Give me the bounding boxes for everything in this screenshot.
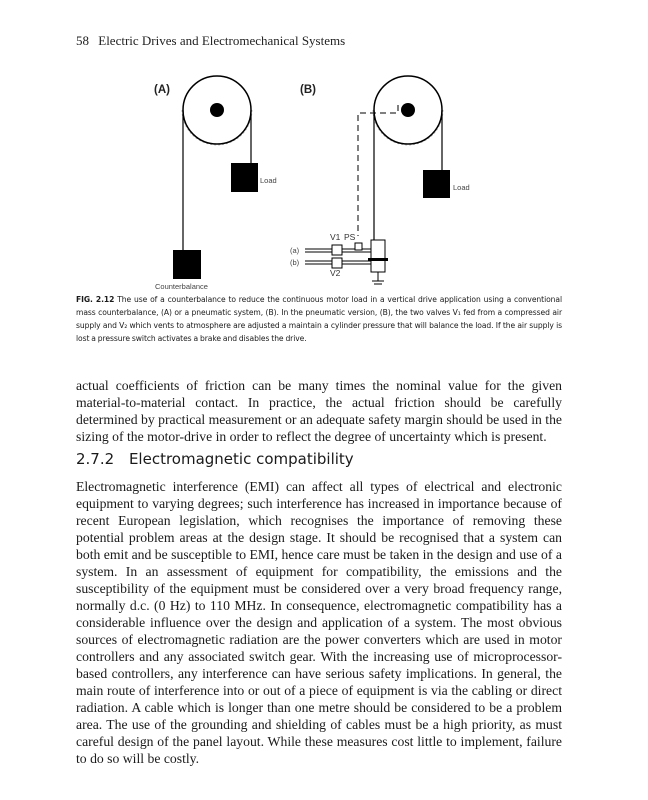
load-b-mass xyxy=(423,170,450,198)
caption-text: The use of a counterbalance to reduce the continuous motor load in a vertical drive application using a conventional mass counterbalance, (A) or a pneumatic system, (B). In the pneumatic version, (B), the two valves V₁ fed from a compressed air supply and V₂ which vents to atmosphere are adjusted a maintain a cylinder pressure that will balance the load. If the air supply is lost a pressure switch activates a brake and disables the drive. xyxy=(76,295,562,343)
pressure-switch xyxy=(355,243,362,250)
port-b-label: (b) xyxy=(290,258,300,267)
counterbalance-label: Counterbalance xyxy=(155,282,208,291)
running-title: Electric Drives and Electromechanical Systems xyxy=(98,33,346,48)
valve-v1 xyxy=(332,245,342,255)
section-number: 2.7.2 xyxy=(76,450,115,468)
valve-v2 xyxy=(332,258,342,268)
port-a-label: (a) xyxy=(290,246,300,255)
panel-a-label: (A) xyxy=(154,84,170,96)
panel-b-diagram xyxy=(290,76,470,284)
panel-b-label: (B) xyxy=(300,84,316,96)
page-number: 58 xyxy=(76,33,89,48)
load-a-mass xyxy=(231,163,258,192)
pneumatic-cylinder xyxy=(371,240,385,272)
load-a-label: Load xyxy=(260,176,277,185)
v1-label: V1 xyxy=(330,232,341,242)
counterbalance-figure xyxy=(0,0,648,300)
section-heading xyxy=(76,450,354,468)
ps-label: PS xyxy=(344,232,356,242)
section-title: Electromagnetic compatibility xyxy=(128,450,354,468)
body-paragraph-2: Electromagnetic interference (EMI) can affect all types of electrical and electronic equipment to varying degrees; such interference has increased in importance because of recent European legislation, which recognises the importance of removing these potential problem areas at the design stage. It should be recognised that a system can both emit and be susceptible to EMI, hence care must be taken in the design and use of a system. In an assessment of equipment for compatibility, the emissions and the susceptibility of the equipment must be considered over a very broad frequency range, normally d.c. (0 Hz) to 110 MHz. In consequence, electromagnetic compatibility has a considerable influence over the design and application of a system. The most obvious sources of electromagnetic radiation are the power converters which are used in motor controllers and any associated switch gear. With the increasing use of microprocessor-based controllers, any interference can have serious safety implications. In general, the main route of interference into or out of a piece of equipment is via the cabling or direct radiation. A cable which is longer than one metre should be considered to be a problem area. The use of the grounding and shielding of cables must be a high priority, as must careful design of the panel layout. While these measures cost little to implement, failure to do so will be costly. xyxy=(76,479,562,766)
figure-caption xyxy=(76,293,562,345)
panel-a-diagram xyxy=(155,76,277,291)
body-paragraph-1: actual coefficients of friction can be many times the nominal value for the given material-to-material contact. In practice, the actual friction should be carefully determined by practical measurement or an adequate safety margin should be used in the sizing of the motor-drive in order to reflect the degree of uncertainty which is present. xyxy=(76,378,562,444)
caption-label: FIG. 2.12 xyxy=(76,295,115,304)
counterbalance-mass xyxy=(173,250,201,279)
pulley-b-hub xyxy=(401,103,415,117)
v2-label: V2 xyxy=(330,268,341,278)
load-b-label: Load xyxy=(453,183,470,192)
pulley-a-hub xyxy=(210,103,224,117)
